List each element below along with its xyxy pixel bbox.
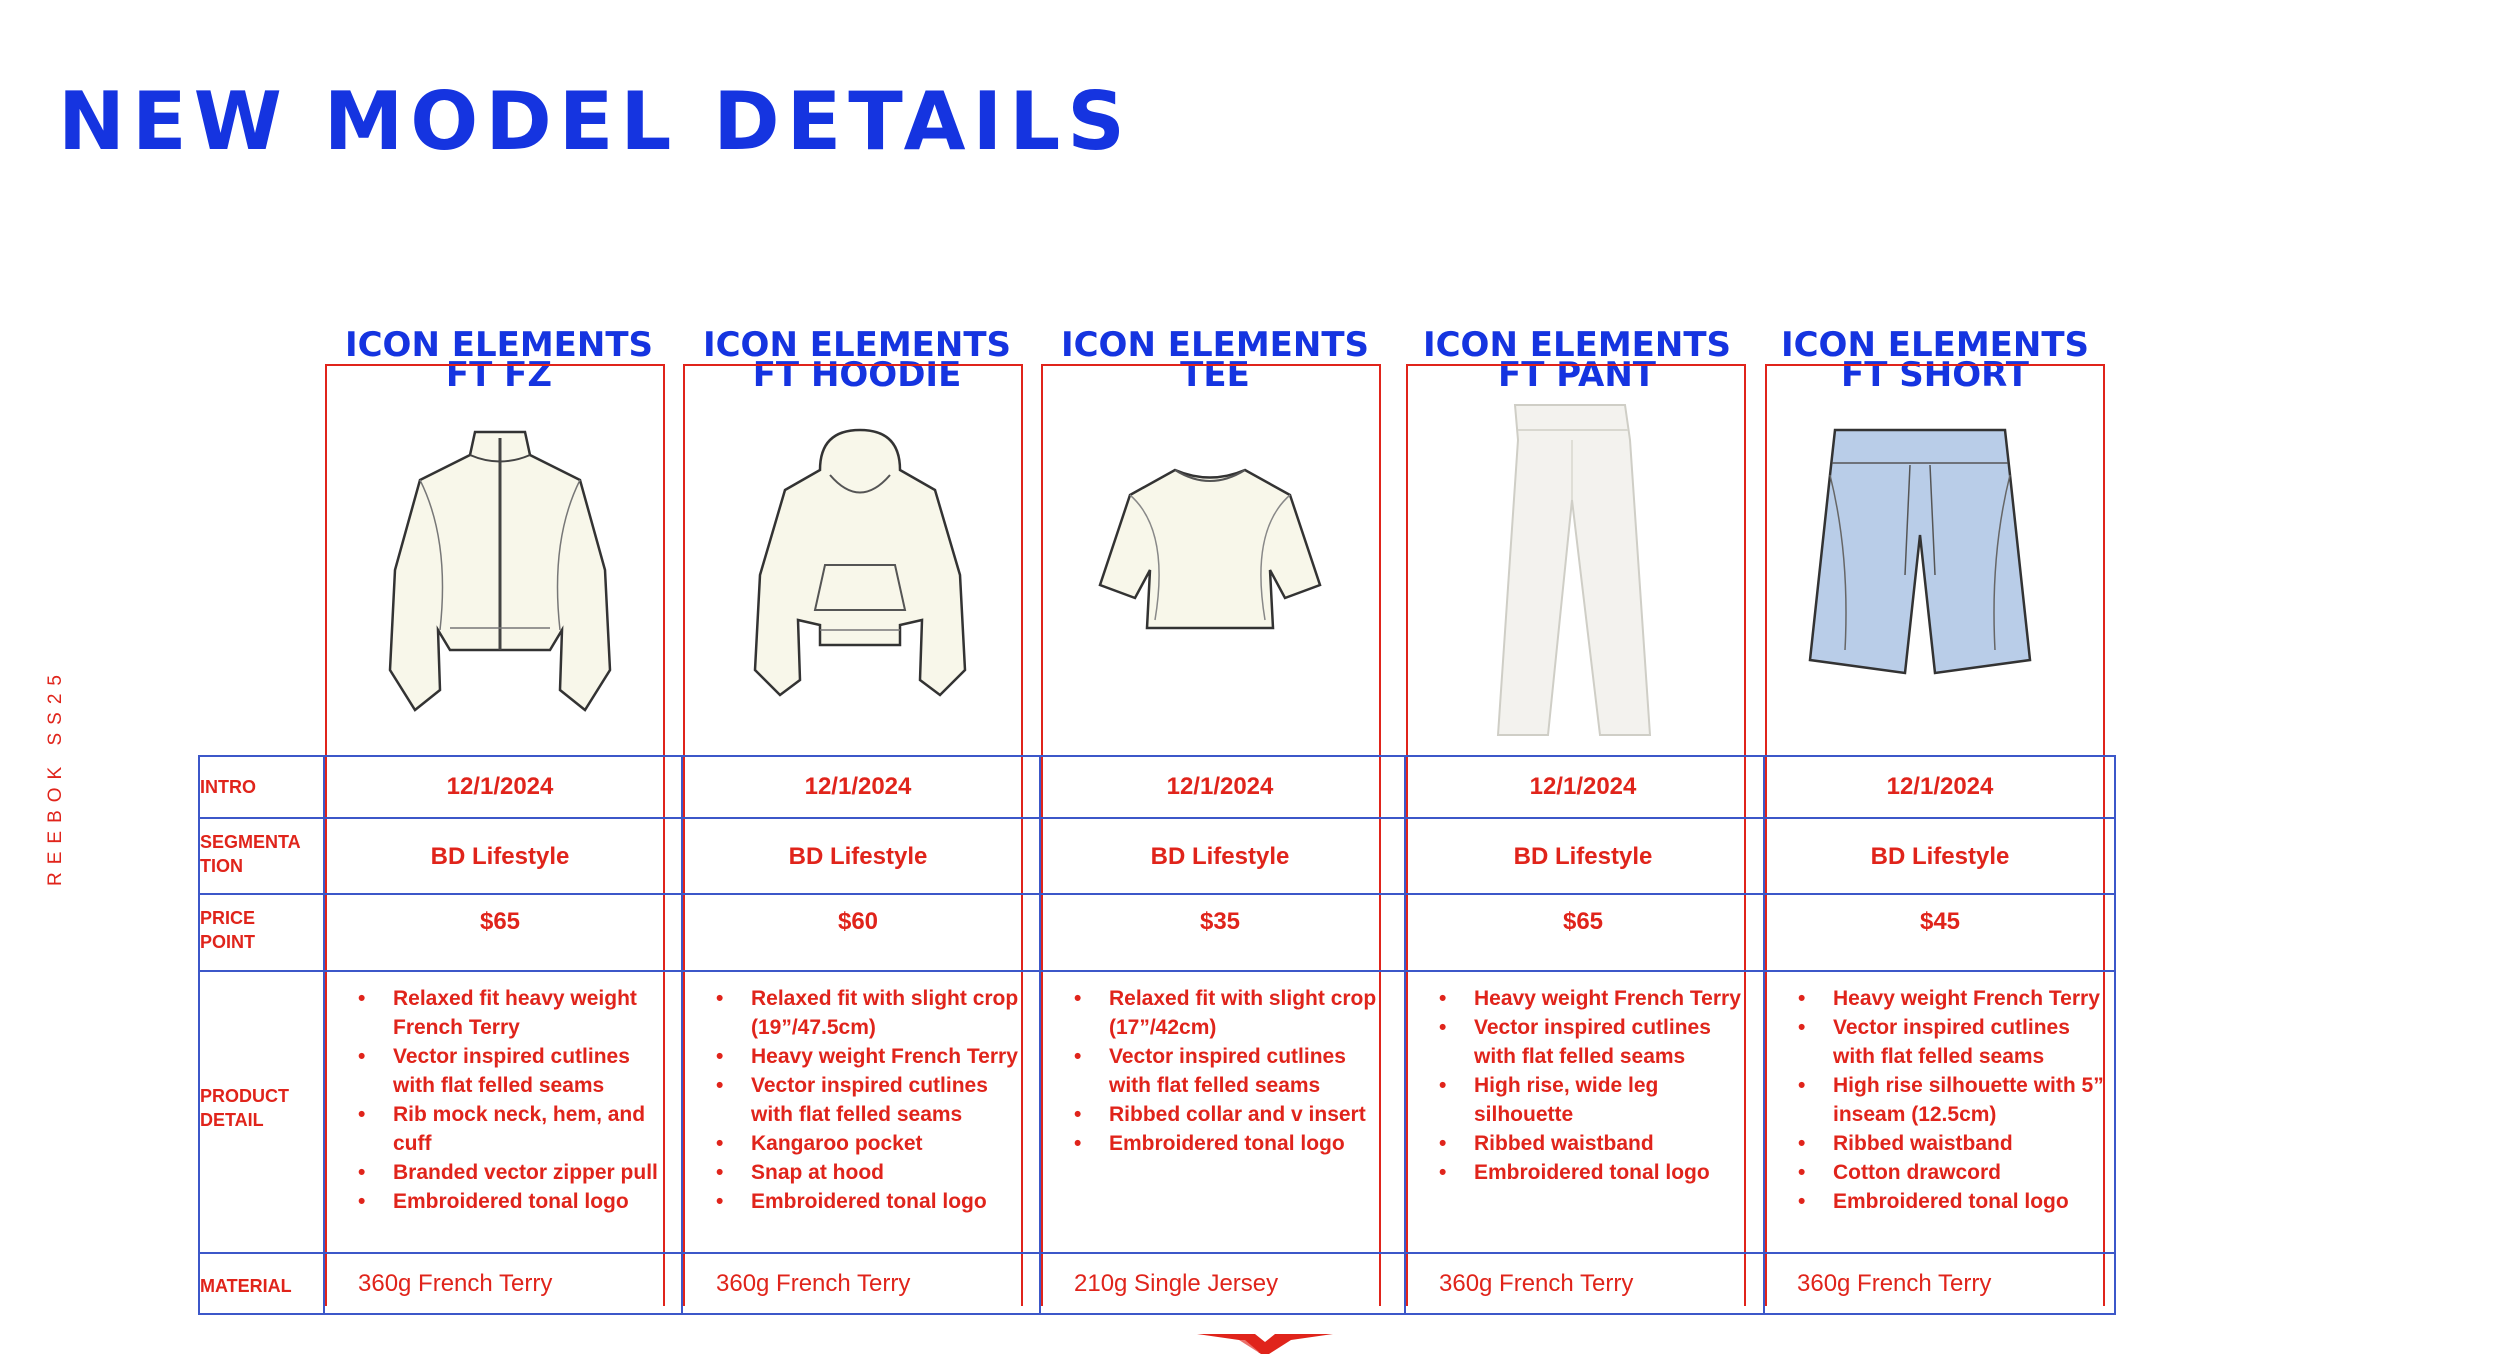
intro-date: 12/1/2024	[804, 773, 912, 800]
row-label-intro: INTRO	[200, 777, 256, 797]
material-value: 360g French Terry	[1439, 1270, 1634, 1297]
tee-sketch-icon	[1095, 460, 1325, 640]
detail-item: • Vector inspired cutlines with flat felled seams	[713, 1071, 1033, 1129]
detail-item: • Cotton drawcord	[1795, 1158, 2115, 1187]
segmentation-value: BD Lifestyle	[1150, 843, 1290, 870]
column-divider	[1404, 755, 1406, 1315]
detail-item: • Heavy weight French Terry	[713, 1042, 1033, 1071]
column-divider	[1763, 755, 1765, 1315]
row-label-price: PRICE POINT	[200, 908, 256, 952]
product-detail-list	[713, 984, 1033, 1216]
segmentation-value: BD Lifestyle	[788, 843, 928, 870]
page-title: NEW MODEL DETAILS	[58, 75, 1132, 168]
detail-item: • Snap at hood	[713, 1158, 1033, 1187]
zip-jacket-sketch-icon	[380, 420, 620, 720]
detail-item: • Kangaroo pocket	[713, 1129, 1033, 1158]
detail-item: • Vector inspired cutlines with flat felled seams	[1071, 1042, 1391, 1100]
reebok-vector-logo-icon	[1195, 1332, 1335, 1356]
detail-item: • Embroidered tonal logo	[355, 1187, 675, 1216]
material-value: 210g Single Jersey	[1074, 1270, 1279, 1297]
segmentation-value: BD Lifestyle	[430, 843, 570, 870]
column-title-line1: ICON ELEMENTS	[1060, 325, 1370, 365]
intro-date: 12/1/2024	[1529, 773, 1637, 800]
hoodie-sketch-icon	[740, 425, 980, 715]
detail-item: • High rise silhouette with 5” inseam (12.5cm)	[1795, 1071, 2115, 1129]
column-divider	[323, 755, 325, 1315]
column-title-line1: ICON ELEMENTS	[344, 325, 654, 365]
column-title-line2: FT PANT	[1497, 355, 1656, 395]
detail-item: • Heavy weight French Terry	[1795, 984, 2115, 1013]
column-title-line1: ICON ELEMENTS	[702, 325, 1012, 365]
price-value: $35	[1199, 908, 1241, 935]
row-divider	[198, 970, 2116, 972]
detail-item: • Embroidered tonal logo	[1795, 1187, 2115, 1216]
segmentation-value: BD Lifestyle	[1513, 843, 1653, 870]
column-title-line1: ICON ELEMENTS	[1780, 325, 2090, 365]
detail-item: • Vector inspired cutlines with flat felled seams	[1436, 1013, 1756, 1071]
column-title-line2: FT FZ	[445, 355, 553, 395]
column-title-line2: FT SHORT	[1841, 355, 2029, 395]
detail-item: • Vector inspired cutlines with flat felled seams	[1795, 1013, 2115, 1071]
product-detail-list	[1795, 984, 2115, 1216]
product-detail-list	[1436, 984, 1756, 1187]
row-divider	[198, 817, 2116, 819]
side-label: REEBOK SS25	[45, 667, 66, 886]
short-sketch-icon	[1805, 425, 2035, 685]
detail-item: • Rib mock neck, hem, and cuff	[355, 1100, 675, 1158]
detail-item: • High rise, wide leg silhouette	[1436, 1071, 1756, 1129]
column-divider	[1039, 755, 1041, 1315]
material-value: 360g French Terry	[358, 1270, 553, 1297]
material-value: 360g French Terry	[716, 1270, 911, 1297]
detail-item: • Relaxed fit heavy weight French Terry	[355, 984, 675, 1042]
detail-item: • Relaxed fit with slight crop (19”/47.5cm)	[713, 984, 1033, 1042]
price-value: $45	[1919, 908, 1961, 935]
product-detail-list	[355, 984, 675, 1216]
price-value: $65	[1562, 908, 1604, 935]
detail-item: • Branded vector zipper pull	[355, 1158, 675, 1187]
detail-item: • Vector inspired cutlines with flat felled seams	[355, 1042, 675, 1100]
column-divider	[681, 755, 683, 1315]
column-title-line2: TEE	[1180, 355, 1250, 395]
detail-item: • Ribbed collar and v insert	[1071, 1100, 1391, 1129]
detail-item: • Ribbed waistband	[1436, 1129, 1756, 1158]
intro-date: 12/1/2024	[1886, 773, 1994, 800]
detail-item: • Ribbed waistband	[1795, 1129, 2115, 1158]
row-label-material: MATERIAL	[200, 1276, 292, 1296]
segmentation-value: BD Lifestyle	[1870, 843, 2010, 870]
column-title-line1: ICON ELEMENTS	[1422, 325, 1732, 365]
column-title-line2: FT HOODIE	[752, 355, 962, 395]
pant-photo-icon	[1490, 400, 1670, 740]
detail-item: • Embroidered tonal logo	[1436, 1158, 1756, 1187]
price-value: $65	[479, 908, 521, 935]
detail-item: • Embroidered tonal logo	[1071, 1129, 1391, 1158]
detail-item: • Relaxed fit with slight crop (17”/42cm)	[1071, 984, 1391, 1042]
material-value: 360g French Terry	[1797, 1270, 1992, 1297]
intro-date: 12/1/2024	[446, 773, 554, 800]
detail-item: • Heavy weight French Terry	[1436, 984, 1756, 1013]
price-value: $60	[837, 908, 879, 935]
product-detail-list	[1071, 984, 1391, 1158]
row-label-segmentation: SEGMENTA TION	[200, 832, 301, 876]
intro-date: 12/1/2024	[1166, 773, 1274, 800]
detail-item: • Embroidered tonal logo	[713, 1187, 1033, 1216]
row-divider	[198, 1252, 2116, 1254]
row-divider	[198, 893, 2116, 895]
row-label-product-detail: PRODUCT DETAIL	[200, 1086, 289, 1130]
